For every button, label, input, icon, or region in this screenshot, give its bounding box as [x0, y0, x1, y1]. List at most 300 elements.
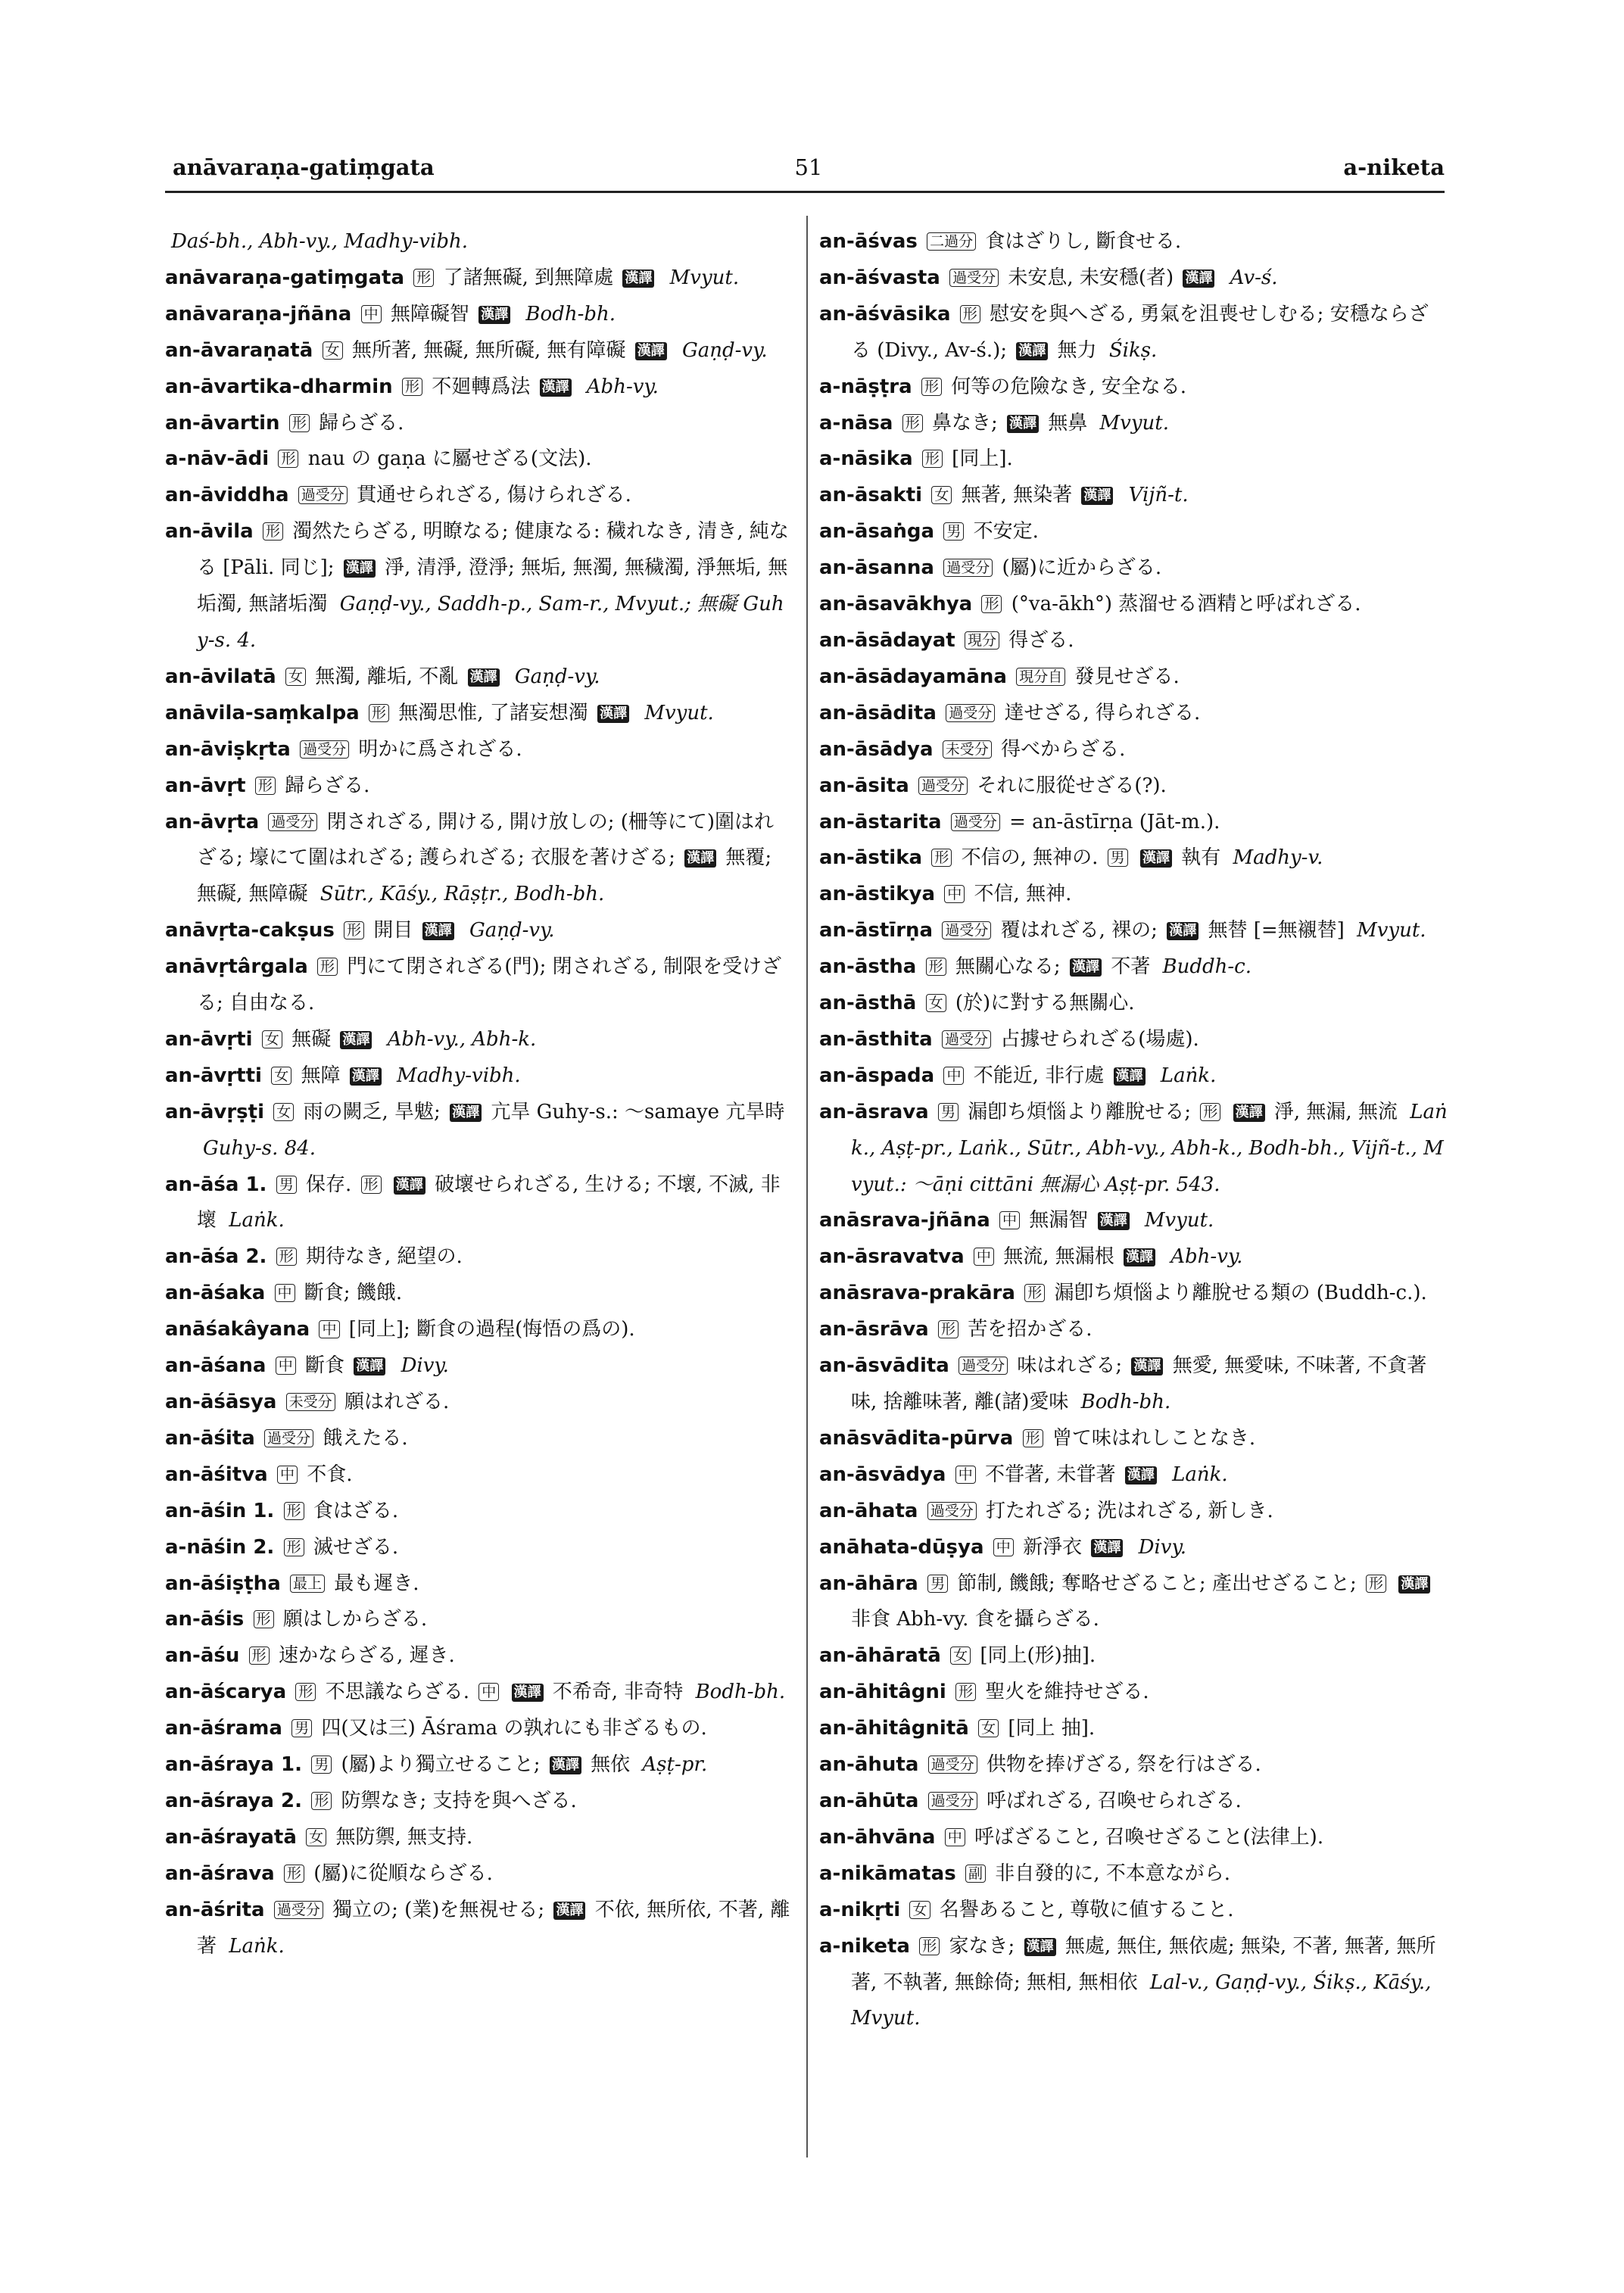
pos-tag: 形: [919, 1937, 940, 1955]
definition: 不食.: [307, 1463, 353, 1486]
definition: 無障礙智: [390, 302, 469, 326]
definition: 無濁, 離垢, 不亂: [315, 665, 459, 688]
definition: 速かならざる, 遲き.: [278, 1644, 455, 1668]
dictionary-entry: [819, 514, 1448, 550]
headword: an-āśitva: [165, 1463, 268, 1486]
dictionary-entry: [165, 659, 793, 696]
definition: 達せざる, 得られざる.: [1004, 701, 1201, 724]
headword: an-āsādayamāna: [819, 665, 1007, 688]
dictionary-entry: [165, 1747, 793, 1784]
pos-tag: 現分: [965, 631, 999, 650]
headword: an-āhitâgnitā: [819, 1717, 969, 1740]
translation-tag: 漢譯: [422, 922, 454, 940]
headword: anāsvādita-pūrva: [819, 1426, 1014, 1450]
source-reference: Gaṇḍ-vy.: [514, 665, 600, 688]
definition: 味はれざる;: [1017, 1354, 1123, 1378]
definition: 何等の危險なき, 安全なる.: [951, 375, 1187, 398]
definition: 占據せられざる(場處).: [1000, 1027, 1199, 1051]
definition: 防禦なき; 支持を與へざる.: [341, 1789, 577, 1812]
headword: a-nikāmatas: [819, 1862, 956, 1885]
definition: 打たれざる; 洗はれざる, 新しき.: [985, 1499, 1273, 1522]
definition: 閉されざる, 開ける, 開け放しの; (柵等にて)圍はれざる; 壕にて圍はれざる; 護られざる; 衣服を著けざる;: [197, 810, 775, 870]
definition: 非自發的に, 不本意ながら.: [995, 1862, 1231, 1885]
pos-tag: 男: [311, 1756, 332, 1774]
headword: an-āstika: [819, 846, 923, 870]
source-reference: Laṅk.: [229, 1934, 285, 1958]
dictionary-entry: [819, 1276, 1448, 1312]
source-reference: Gaṇḍ-vy.: [469, 919, 555, 942]
pos-tag: 男: [276, 1176, 297, 1194]
source-reference: Śikṣ.: [1108, 338, 1158, 362]
source-reference: Abh-vy., Abh-k.: [387, 1027, 537, 1051]
definition: 濁然たらざる, 明瞭なる; 健康なる: 穢れなき, 清き, 純なる [Pāli. 同じ];: [197, 520, 789, 580]
pos-tag: 過受分: [942, 921, 991, 939]
definition: 食はざりし, 斷食せる.: [985, 230, 1182, 253]
pos-tag: 形: [921, 378, 942, 396]
dictionary-entry: [819, 1675, 1448, 1711]
pos-tag: 形: [317, 958, 338, 976]
pos-tag: 形: [284, 1538, 304, 1556]
headword: an-āśrayatā: [165, 1825, 297, 1849]
translation-tag: 漢譯: [340, 1031, 372, 1049]
headword: an-āśvas: [819, 230, 918, 253]
dictionary-entry: [819, 1312, 1448, 1348]
pos-tag: 過受分: [264, 1429, 313, 1447]
dictionary-entry: [819, 1348, 1448, 1421]
definition: 不安定.: [973, 520, 1039, 544]
dictionary-entry: [819, 1893, 1448, 1929]
definition: 食はざる.: [313, 1499, 399, 1522]
source-reference: Gaṇḍ-vy.: [681, 338, 768, 362]
headword: an-āśin 1.: [165, 1499, 275, 1522]
definition: 滅せざる.: [313, 1535, 399, 1559]
pos-tag: 女: [950, 1647, 971, 1665]
pos-tag: 過受分: [300, 740, 349, 759]
definition: 苦を招かざる.: [968, 1318, 1093, 1341]
pos-tag: 形: [254, 1610, 274, 1628]
translation-tag: 漢譯: [394, 1176, 425, 1195]
pos-tag: 過受分: [959, 1357, 1008, 1375]
headword: a-nāśin 2.: [165, 1535, 275, 1559]
source-reference: Divy.: [1138, 1535, 1186, 1559]
source-reference: Gaṇḍ-vy., Saddh-p., Sam-r., Mvyut.; 無礙 Guhy-s. 4.: [197, 593, 784, 652]
pos-tag: 現分自: [1016, 668, 1065, 686]
headword: an-āśana: [165, 1354, 267, 1378]
headword: an-āśrava: [165, 1862, 275, 1885]
pos-tag: 中: [999, 1211, 1020, 1229]
headword: anāvṛta-cakṣus: [165, 919, 335, 942]
source-reference: Madhy-vibh.: [397, 1064, 521, 1087]
dictionary-entry: [165, 333, 793, 369]
headword: an-āśraya 1.: [165, 1753, 302, 1777]
definition: 無濁思惟, 了諸妄想濁: [398, 701, 588, 724]
pos-tag: 形: [902, 414, 923, 432]
definition: 願はれざる.: [344, 1391, 450, 1413]
definition: 未安息, 未安穩(者): [1008, 266, 1174, 289]
dictionary-entry: [165, 1239, 793, 1276]
headword: an-āvartika-dharmin: [165, 375, 393, 398]
source-reference: Laṅk.: [229, 1209, 285, 1232]
source-reference: Bodh-bh.: [1080, 1391, 1171, 1413]
definition: 家なき;: [949, 1934, 1015, 1958]
headword: an-āvila: [165, 520, 254, 544]
headword: anāvila-saṃkalpa: [165, 701, 360, 724]
translation-tag: 漢譯: [344, 559, 376, 578]
definition: 不甞著, 未甞著: [985, 1463, 1116, 1486]
dictionary-entry: [165, 1385, 793, 1421]
definition: 亢旱 Guhy-s.: ～samaye 亢旱時: [491, 1100, 785, 1123]
definition: 保存.: [305, 1173, 352, 1196]
definition: 無力: [1057, 338, 1097, 362]
pos-tag: 形: [981, 595, 1002, 613]
source-reference: Sūtr., Kāśy., Rāṣṭr., Bodh-bh.: [320, 883, 605, 906]
dictionary-entry: [819, 1784, 1448, 1820]
dictionary-entry: [819, 1747, 1448, 1784]
headword: an-āvṛtti: [165, 1064, 262, 1087]
pos-tag: 形: [369, 704, 389, 722]
pos-tag: 男: [291, 1719, 312, 1737]
translation-tag: 漢譯: [478, 306, 510, 324]
source-reference: Bodh-bh.: [695, 1681, 786, 1704]
translation-tag: 漢譯: [350, 1067, 382, 1086]
definition: 無替 [=無襯替]: [1208, 919, 1345, 942]
translation-tag: 漢譯: [1124, 1248, 1155, 1266]
right-column: [819, 224, 1448, 2037]
dictionary-entry: [819, 369, 1448, 406]
pos-tag: 形: [922, 450, 943, 468]
headword: a-nāṣṭra: [819, 375, 912, 398]
source-reference: Mvyut.: [644, 701, 714, 724]
definition: [同上(形)抽].: [980, 1644, 1096, 1668]
definition: 了諸無礙, 到無障處: [443, 266, 614, 289]
headword: an-āsravatva: [819, 1245, 965, 1269]
pos-tag: 中: [361, 305, 382, 323]
pos-tag: 過受分: [928, 1756, 977, 1774]
translation-tag: 漢譯: [512, 1684, 544, 1702]
definition: 不思議ならざる.: [325, 1681, 469, 1704]
dictionary-entry: [819, 1058, 1448, 1095]
definition: 名譽あること, 尊敬に値すること.: [939, 1898, 1234, 1921]
headword: anāvaraṇa-gatiṃgata: [165, 266, 405, 289]
pos-tag: 形: [295, 1683, 316, 1701]
pos-tag: 過受分: [949, 269, 999, 287]
pos-tag: 女: [262, 1030, 282, 1048]
headword: an-āsanna: [819, 556, 934, 580]
dictionary-entry: [165, 1457, 793, 1494]
headword: an-āśrama: [165, 1717, 282, 1740]
definition: (°va-ākh°) 蒸溜せる酒精と呼ばれざる.: [1011, 593, 1361, 616]
headword: a-niketa: [819, 1934, 910, 1958]
headword: an-āśaka: [165, 1282, 266, 1305]
dictionary-entry: [165, 949, 793, 1022]
pos-tag: 形: [960, 305, 980, 323]
translation-tag: 漢譯: [1183, 269, 1214, 288]
definition: 新淨衣: [1023, 1535, 1083, 1559]
dictionary-entry: [819, 696, 1448, 732]
definition: [同上].: [952, 447, 1013, 471]
translation-tag: 漢譯: [597, 705, 629, 723]
translation-tag: 漢譯: [540, 379, 572, 397]
definition: 無障: [301, 1064, 341, 1087]
headword: an-āśvāsika: [819, 302, 951, 326]
pos-tag: 形: [955, 1683, 976, 1701]
headword: anāsrava-jñāna: [819, 1209, 990, 1232]
definition: 不信の, 無神の.: [961, 846, 1099, 870]
dictionary-entry: [165, 441, 793, 478]
pos-tag: 過受分: [951, 813, 1000, 831]
pos-tag: 未受分: [286, 1393, 335, 1411]
dictionary-entry: [165, 1711, 793, 1747]
pos-tag: 過受分: [942, 1030, 991, 1048]
pos-tag: 形: [289, 414, 310, 432]
headword: an-āsvādya: [819, 1463, 946, 1486]
pos-tag: 形: [361, 1176, 382, 1194]
translation-tag: 漢譯: [1007, 415, 1039, 433]
headword: an-āsaṅga: [819, 520, 935, 544]
definition: 曾て味はれしことなき.: [1052, 1426, 1256, 1450]
headword: an-āvṛt: [165, 774, 246, 797]
dictionary-entry: [819, 1203, 1448, 1239]
dictionary-entry: [819, 1638, 1448, 1675]
definition: 獨立の; (業)を無視せる;: [332, 1898, 545, 1921]
definition: 不廻轉爲法: [432, 375, 531, 398]
definition: 無處, 無住, 無依處; 無染, 不著, 無著, 無所著, 不執著, 無餘倚; 無相, 無相依: [851, 1934, 1436, 1994]
source-reference: Bodh-bh.: [525, 302, 616, 326]
definition: (屬)に近からざる.: [1002, 556, 1162, 580]
pos-tag: 中: [974, 1248, 994, 1266]
dictionary-entry: [165, 1276, 793, 1312]
source-reference: Aṣṭ-pr.: [642, 1753, 708, 1777]
source-reference: Vijñ-t.: [1128, 484, 1189, 507]
dictionary-entry: [165, 732, 793, 768]
definition: 淨, 無漏, 無流: [1273, 1100, 1398, 1123]
source-reference: Lal-v., Gaṇḍ-vy., Śikṣ., Kāśy., Mvyut.: [851, 1971, 1432, 2030]
pos-tag: 二過分: [927, 232, 976, 251]
definition: 無愛, 無愛味, 不味著, 不貪著味, 捨離味著, 離(諸)愛味: [851, 1354, 1427, 1413]
definition: 食を攝らざる.: [974, 1608, 1099, 1631]
headword: an-āhvāna: [819, 1825, 936, 1849]
dictionary-entry: [819, 623, 1448, 659]
headword: an-āsādita: [819, 701, 937, 724]
dictionary-entry: [165, 1494, 793, 1530]
pos-tag: 中: [275, 1284, 295, 1302]
pos-tag: 過受分: [274, 1901, 323, 1919]
definition: 門にて閉されざる(門); 閉されざる, 制限を受けざる; 自由なる.: [197, 955, 782, 1015]
definition: 得べからざる.: [1001, 737, 1126, 761]
dictionary-entry: [165, 1095, 793, 1167]
header-last-entry: a-niketa: [1343, 154, 1445, 180]
headword: an-āhāratā: [819, 1644, 941, 1668]
definition: 無礙: [291, 1027, 332, 1051]
pos-tag: 女: [978, 1719, 999, 1737]
dictionary-entry: [165, 1348, 793, 1385]
dictionary-entry: [165, 1638, 793, 1675]
pos-tag: 中: [319, 1320, 339, 1338]
headword: an-āsrava: [819, 1100, 929, 1123]
translation-tag: 漢譯: [1070, 958, 1102, 977]
dictionary-entry: [819, 224, 1448, 260]
dictionary-entry: [819, 478, 1448, 514]
headword: an-āśis: [165, 1608, 245, 1631]
headword: anāvṛtârgala: [165, 955, 308, 979]
pos-tag: 過受分: [943, 559, 993, 577]
pos-tag: 形: [413, 269, 434, 287]
headword: anāśakâyana: [165, 1318, 310, 1341]
source-reference: Madhy-v.: [1233, 846, 1323, 870]
translation-tag: 漢譯: [354, 1357, 385, 1375]
definition: 歸らざる.: [285, 774, 370, 797]
dictionary-entry: [165, 1893, 793, 1965]
translation-tag: 漢譯: [1098, 1212, 1130, 1230]
dictionary-entry: [165, 369, 793, 406]
definition: 不壞, 不滅, 非壞: [197, 1173, 781, 1232]
definition: (於)に對する無關心.: [955, 992, 1135, 1015]
source-reference: Laṅk.: [1172, 1463, 1228, 1486]
headword: a-nāsika: [819, 447, 913, 471]
dictionary-entry: [819, 1457, 1448, 1494]
translation-tag: 漢譯: [1167, 922, 1199, 940]
dictionary-entry: [819, 297, 1448, 369]
dictionary-entry: [819, 840, 1448, 877]
dictionary-entry: [165, 768, 793, 805]
source-reference: Buddh-c.: [1162, 955, 1252, 979]
definition: 不希奇, 非奇特: [552, 1681, 684, 1704]
pos-tag: 男: [927, 1575, 948, 1593]
dictionary-entry: [165, 913, 793, 949]
pos-tag: 形: [311, 1792, 332, 1810]
dictionary-entry: [819, 986, 1448, 1022]
source-reference: Abh-vy.: [586, 375, 659, 398]
dictionary-entry: [165, 1167, 793, 1240]
definition: 呼ばざること, 召喚せざること(法律上).: [974, 1825, 1324, 1849]
headword: an-āsakti: [819, 484, 923, 507]
pos-tag: 未受分: [943, 740, 992, 759]
definition: nau の gaṇa に屬せざる(文法).: [307, 447, 592, 471]
dictionary-entry: [165, 1675, 793, 1711]
headword: an-āśa 1.: [165, 1173, 267, 1196]
dictionary-entry: [165, 260, 793, 297]
headword: a-nāsa: [819, 411, 893, 435]
translation-tag: 漢譯: [1125, 1466, 1157, 1485]
definition: 發見せざる.: [1074, 665, 1180, 688]
pos-tag: 過受分: [928, 1792, 977, 1810]
pos-tag: 過受分: [927, 1502, 977, 1520]
definition: 破壞せられざる, 生ける;: [435, 1173, 651, 1196]
dictionary-entry: [819, 913, 1448, 949]
definition: 呼ばれざる, 召喚せられざる.: [986, 1789, 1242, 1812]
dictionary-entry: [819, 1856, 1448, 1893]
headword: an-āsthita: [819, 1027, 933, 1051]
pos-tag: 形: [276, 1248, 297, 1266]
pos-tag: 形: [249, 1647, 270, 1665]
headword: an-āvaraṇatā: [165, 338, 313, 362]
pos-tag: 過受分: [946, 704, 995, 722]
headword: an-āstha: [819, 955, 917, 979]
definition: (屬)より獨立せること;: [341, 1753, 541, 1777]
headword: an-āvartin: [165, 411, 280, 435]
translation-tag: 漢譯: [1016, 342, 1048, 360]
headword: an-āśrita: [165, 1898, 265, 1921]
dictionary-entry: [165, 1602, 793, 1638]
source-reference: Mvyut.: [1144, 1209, 1214, 1232]
dictionary-entry: [165, 1856, 793, 1893]
headword: anāvaraṇa-jñāna: [165, 302, 352, 326]
definition: 得ざる.: [1008, 628, 1074, 652]
dictionary-entry: [819, 1929, 1448, 2038]
pos-tag: 形: [344, 921, 364, 939]
translation-tag: 漢譯: [550, 1756, 581, 1774]
pos-tag: 形: [278, 450, 298, 468]
dictionary-entry: [819, 1530, 1448, 1566]
definition: 非食 Abh-vy.: [851, 1608, 969, 1631]
definition: 四(又は三) Āśrama の孰れにも非ざるもの.: [321, 1717, 707, 1740]
pos-tag: 形: [931, 849, 952, 867]
definition: 漏卽ち煩惱より離脫せる類の (Buddh-c.).: [1054, 1282, 1427, 1305]
definition: 無著, 無染著: [961, 484, 1073, 507]
dictionary-entry: [819, 805, 1448, 841]
dictionary-entry: [165, 1566, 793, 1603]
headword: an-āśiṣṭha: [165, 1572, 281, 1595]
definition: 無漏智: [1029, 1209, 1089, 1232]
dictionary-entry: [819, 1566, 1448, 1639]
source-reference: Abh-vy.: [1170, 1245, 1243, 1269]
dictionary-entry: [819, 877, 1448, 913]
headword: an-āsrāva: [819, 1318, 929, 1341]
dictionary-entry: [819, 659, 1448, 696]
pos-tag: 形: [1024, 1284, 1045, 1302]
translation-tag: 漢譯: [1398, 1575, 1430, 1594]
dictionary-entry: [165, 1058, 793, 1095]
dictionary-entry: [165, 805, 793, 914]
headword: an-āsita: [819, 774, 909, 797]
headword: an-āśita: [165, 1426, 255, 1450]
dictionary-entry: [819, 1711, 1448, 1747]
translation-tag: 漢譯: [622, 269, 654, 288]
dictionary-entry: [819, 1022, 1448, 1058]
translation-tag: 漢譯: [1114, 1067, 1146, 1086]
definition: [同上 抽].: [1008, 1717, 1096, 1740]
headword: an-āścarya: [165, 1681, 287, 1704]
dictionary-entry: [819, 1095, 1448, 1204]
pos-tag: 副: [965, 1865, 986, 1883]
pos-tag: 女: [931, 486, 952, 504]
dictionary-entry: [819, 949, 1448, 986]
source-reference: Laṅk.: [1160, 1064, 1217, 1087]
pos-tag: 中: [277, 1466, 298, 1484]
translation-tag: 漢譯: [1233, 1104, 1265, 1122]
definition: 無所著, 無礙, 無所礙, 無有障礙: [351, 338, 626, 362]
headword: an-āsvādita: [819, 1354, 949, 1378]
headword: an-āhitâgni: [819, 1681, 946, 1704]
dictionary-entry: [165, 297, 793, 333]
translation-tag: 漢譯: [468, 668, 500, 687]
headword: an-āsthā: [819, 992, 917, 1015]
pos-tag: 女: [273, 1103, 294, 1121]
definition: 不著: [1111, 955, 1151, 979]
definition: 鼻なき;: [931, 411, 998, 435]
source-reference: Laṅk., Aṣṭ-pr., Laṅk., Sūtr., Abh-vy., Abh-k., Bodh-bh., Vijñ-t., Mvyut.: ～āṇi cittāni 無漏心 Aṣṭ-pr. 543.: [851, 1100, 1448, 1196]
headword: an-āśāsya: [165, 1391, 277, 1413]
definition: 淨, 清淨, 澄淨; 無垢, 無濁, 無穢濁, 淨無垢, 無垢濁, 無諸垢濁: [197, 556, 788, 616]
column-divider: [806, 216, 808, 2157]
dictionary-entry: [165, 478, 793, 514]
pos-tag: 女: [926, 994, 946, 1012]
headword: an-āvṛti: [165, 1027, 253, 1051]
pos-tag: 形: [284, 1502, 304, 1520]
pos-tag: 形: [255, 777, 276, 795]
running-header: [173, 154, 1445, 189]
pos-tag: 形: [263, 522, 283, 541]
